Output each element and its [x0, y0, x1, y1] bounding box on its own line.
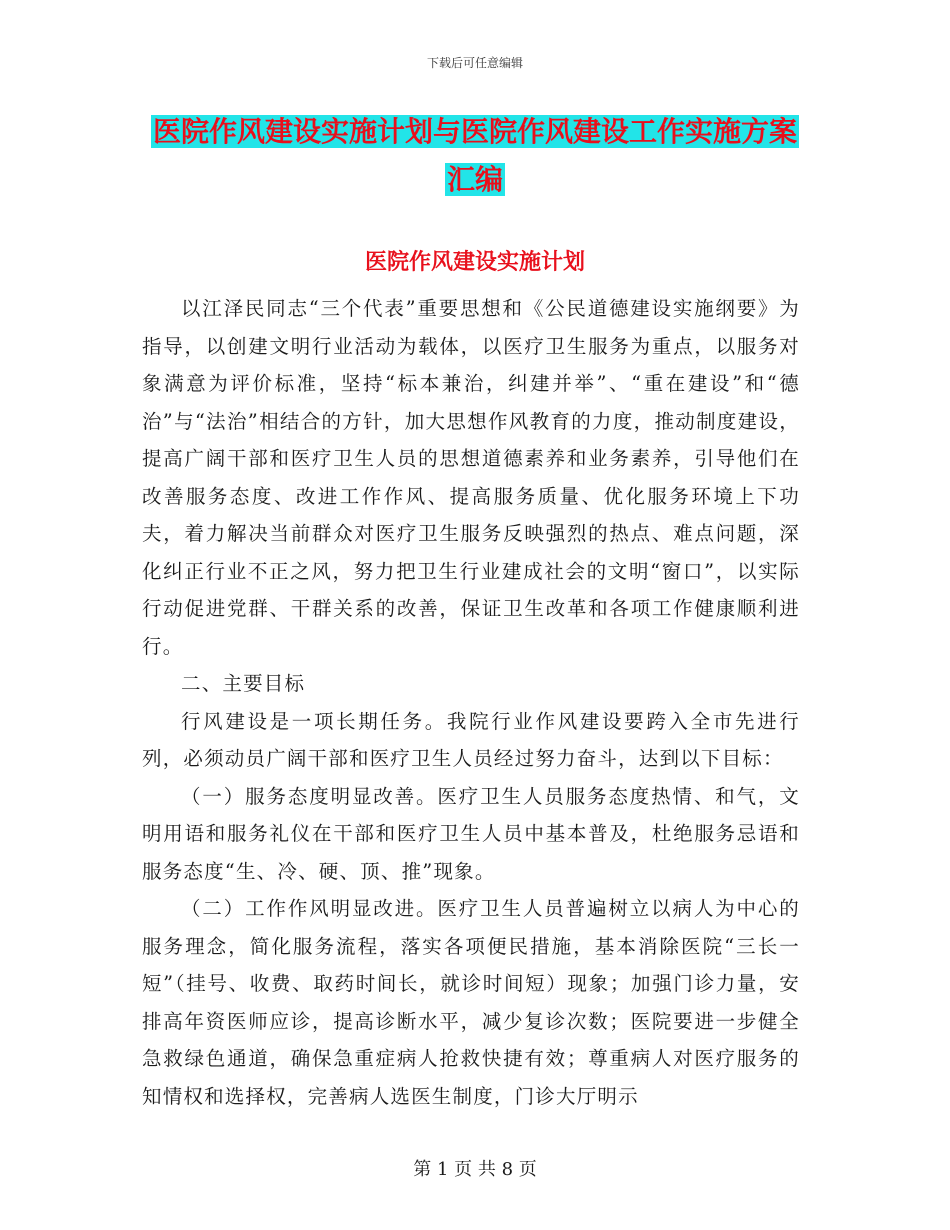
document-title	[150, 108, 800, 204]
title-line-2: 汇编	[446, 163, 503, 196]
paragraph-guidance: 以江泽民同志“三个代表”重要思想和《公民道德建设实施纲要》为指导，以创建文明行业活动为载体，以医疗卫生服务为重点，以服务对象满意为评价标准，坚持“标本兼治，纠建并举”、“重在建设”和“德治”与“法治”相结合的方针，加大思想作风教育的力度，推动制度建设，提高广阔干部和医疗卫生人员的思想道德素养和业务素养，引导他们在改善服务态度、改进工作作风、提高服务质量、优化服务环境上下功夫，着力解决当前群众对医疗卫生服务反映强烈的热点、难点问题，深化纠正行业不正之风，努力把卫生行业建成社会的文明“窗口”，以实际行动促进党群、干群关系的改善，保证卫生改革和各项工作健康顺利进行。	[142, 297, 800, 658]
page-number: 第 1 页 共 8 页	[413, 1159, 537, 1180]
paragraph-goal-2: （二）工作作风明显改进。医疗卫生人员普遍树立以病人为中心的服务理念，简化服务流程，落实各项便民措施，基本消除医院“三长一短”（挂号、收费、取药时间长，就诊时间短）现象；加强门诊力量，安排高年资医师应诊，提高诊断水平，减少复诊次数；医院要进一步健全急救绿色通道，确保急重症病人抢救快捷有效；尊重病人对医疗服务的知情权和选择权，完善病人选医生制度，门诊大厅明示	[142, 897, 800, 1108]
paragraph-goal-1: （一）服务态度明显改善。医疗卫生人员服务态度热情、和气，文明用语和服务礼仪在干部和医疗卫生人员中基本普及，杜绝服务忌语和服务态度“生、冷、硬、顶、推”现象。	[142, 784, 800, 883]
title-line-1: 医院作风建设实施计划与医院作风建设工作实施方案	[152, 115, 797, 148]
section-title: 医院作风建设实施计划	[364, 250, 585, 275]
heading-main-goals: 二、主要目标	[181, 672, 306, 695]
paragraph-goals-intro: 行风建设是一项长期任务。我院行业作风建设要跨入全市先进行列，必须动员广阔干部和医疗卫生人员经过努力奋斗，达到以下目标：	[142, 709, 800, 770]
document-body	[142, 290, 800, 1115]
page-header-note: 下载后可任意编辑	[426, 56, 523, 70]
